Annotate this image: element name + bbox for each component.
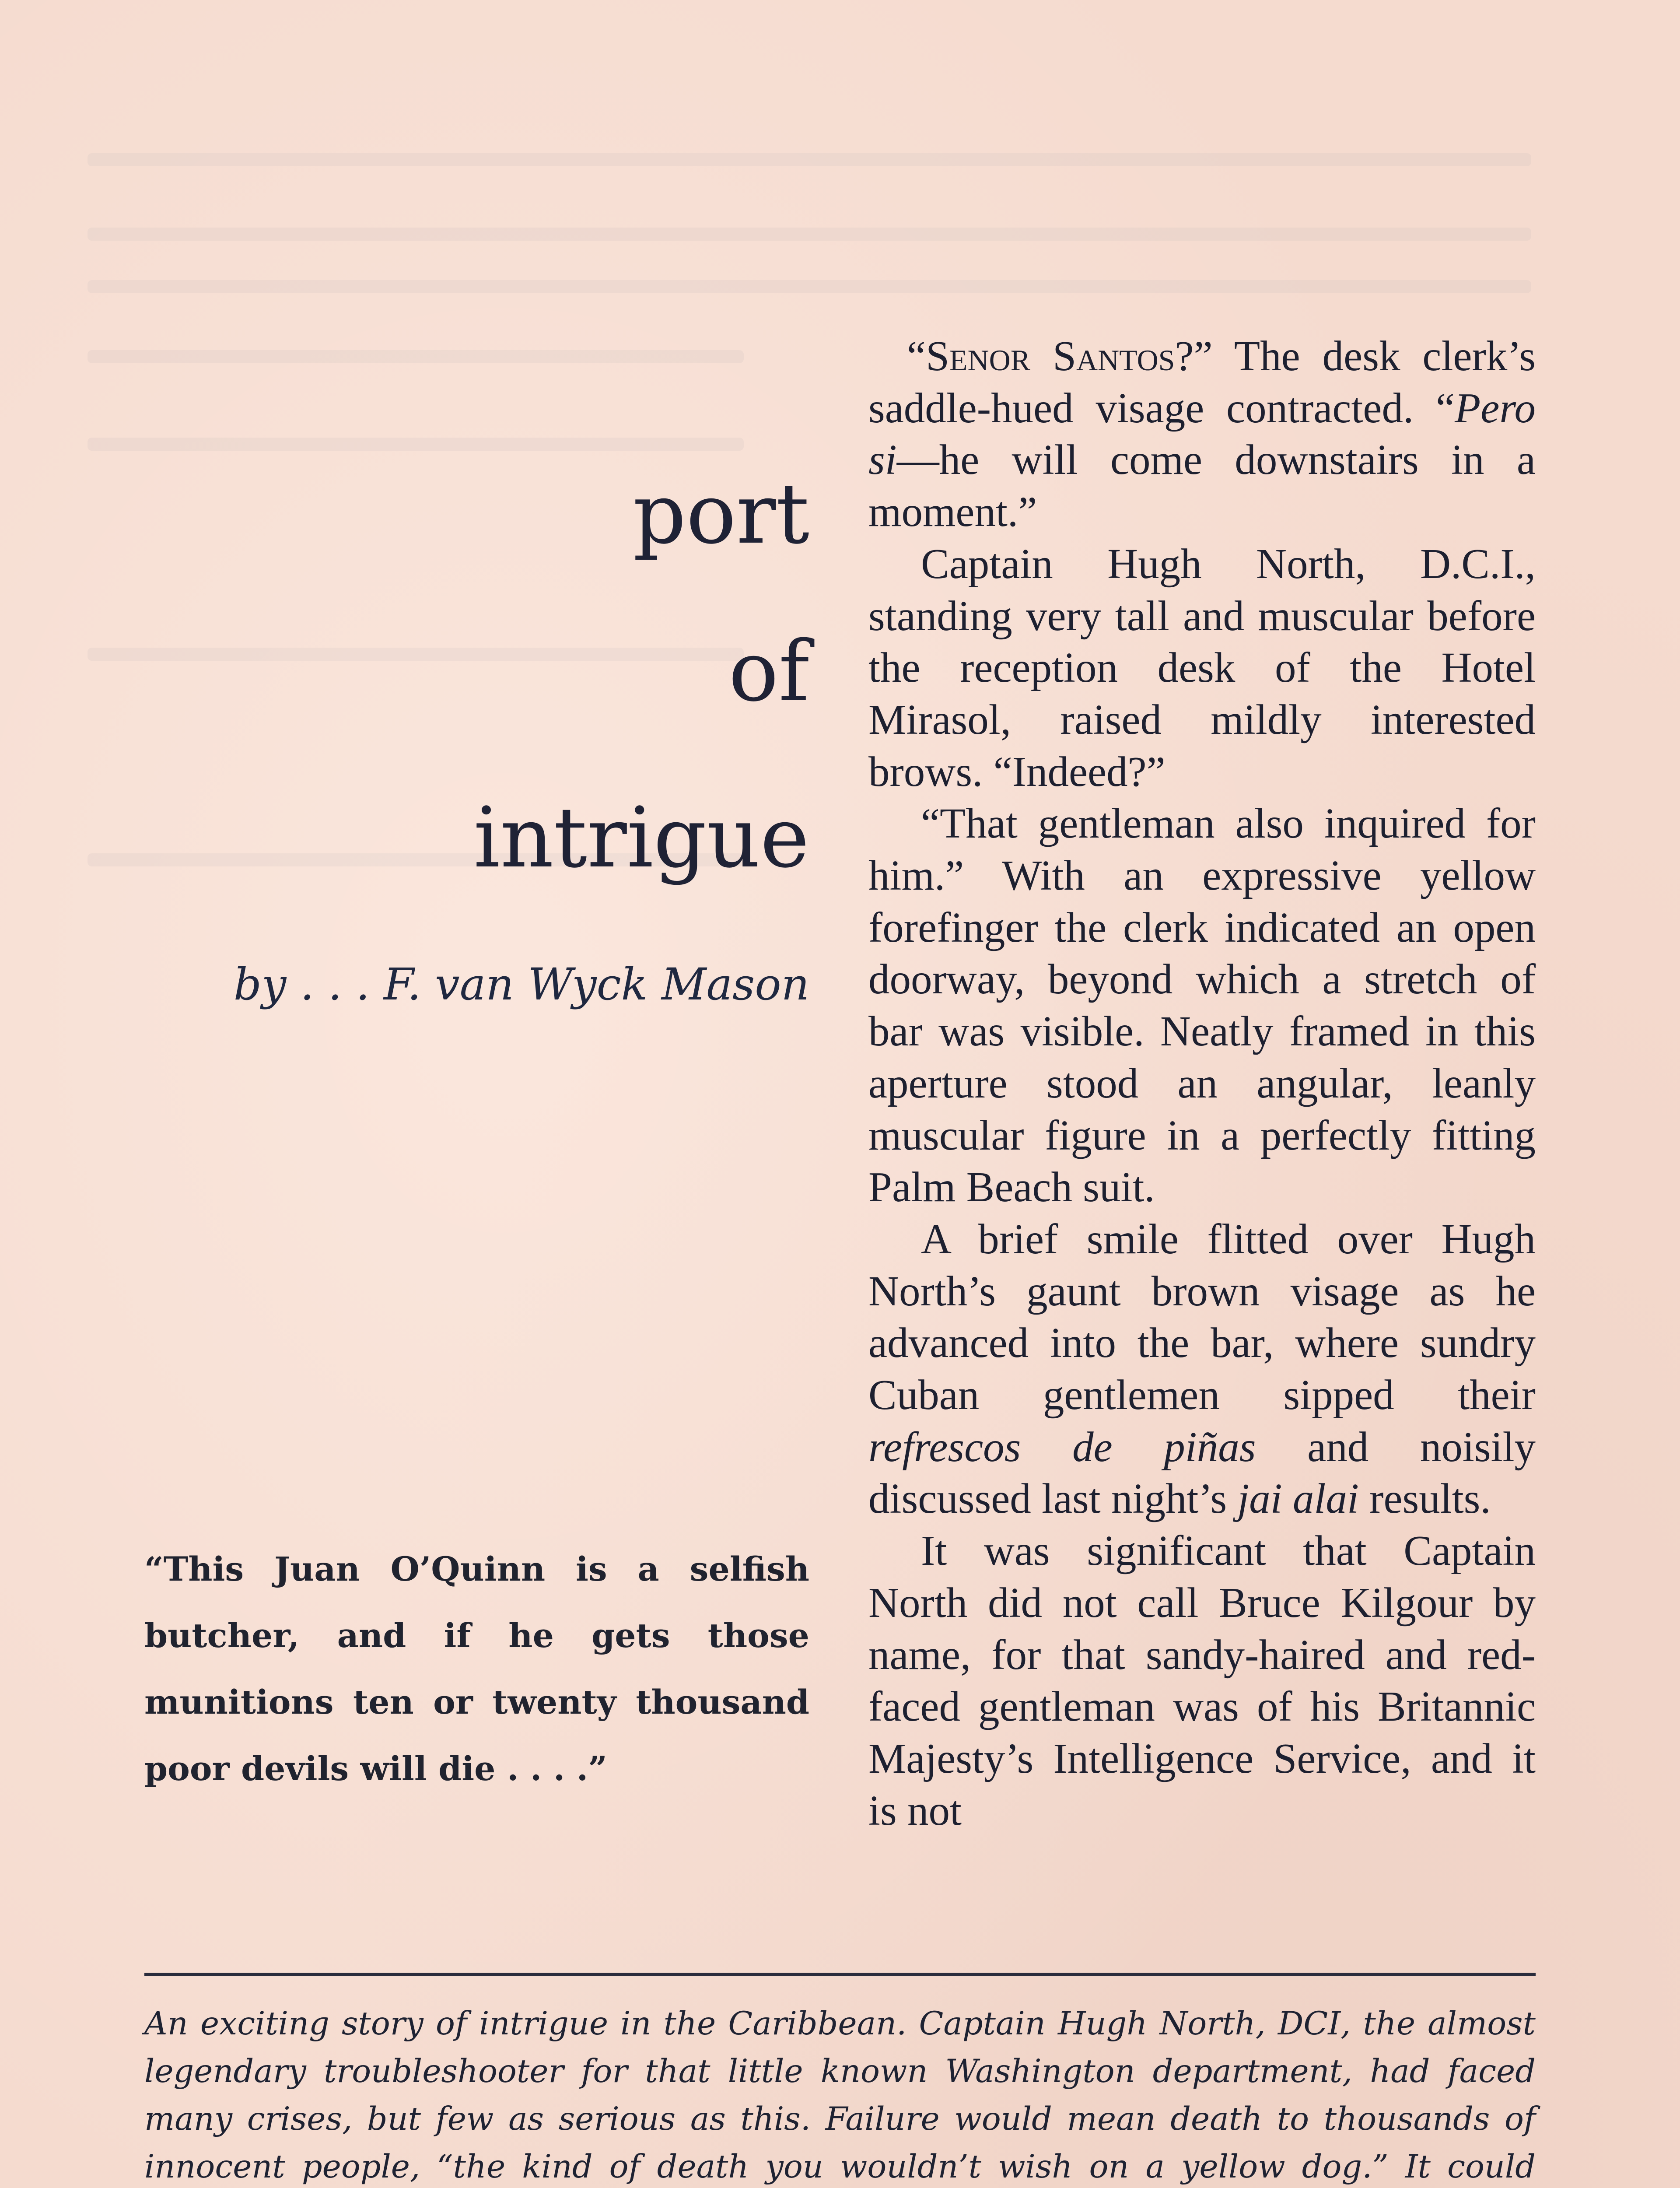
story-paragraph: “Senor Santos?” The desk clerk’s saddle-hued visage contracted. “Pero si—he will come downstairs in a moment.” bbox=[868, 333, 1536, 536]
story-paragraph: A brief smile flitted over Hugh North’s gaunt brown visage as he advanced into the bar, where sundry Cuban gentlemen sipped their refrescos de piñas and noisily discussed last night’s jai alai results. bbox=[868, 1215, 1536, 1522]
bleed-through-line bbox=[88, 648, 744, 661]
bleed-through-line bbox=[88, 350, 744, 363]
bleed-through-line bbox=[88, 228, 1531, 241]
title-word-of: of bbox=[728, 623, 809, 720]
story-paragraph: It was significant that Captain North did not call Bruce Kilgour by name, for that sandy-haired and red-faced gentleman was of his Britannic Majesty’s Intelligence Service, and it is not bbox=[868, 1527, 1536, 1834]
author-byline: by . . . F. van Wyck Mason bbox=[233, 959, 809, 1010]
bleed-through-line bbox=[88, 153, 1531, 166]
bleed-through-line bbox=[88, 438, 744, 451]
title-word-intrigue: intrigue bbox=[473, 789, 809, 886]
pull-quote: “This Juan O’Quinn is a selfish butcher, and if he gets those munitions ten or twenty thousand poor devils will die . . . .” bbox=[144, 1550, 809, 1788]
divider-rule-top bbox=[144, 1973, 1536, 1976]
story-paragraph: Captain Hugh North, D.C.I., standing very tall and muscular before the reception desk of the Hotel Mirasol, raised mildly interested brows. “Indeed?” bbox=[868, 540, 1536, 795]
story-synopsis: An exciting story of intrigue in the Caribbean. Captain Hugh North, DCI, the almost legendary troubleshooter for that little known Washington department, had faced many crises, but few as serious as this. Failure would mean death to thousands of innocent people, “the kind of death you wouldn’t wish on a yellow dog.” It could bbox=[144, 2005, 1536, 2185]
speaker-name: Senor Santos? bbox=[926, 333, 1194, 379]
title-word-port: port bbox=[633, 466, 809, 562]
story-paragraph: “That gentleman also inquired for him.” With an expressive yellow forefinger the clerk indicated an open doorway, beyond which a stretch of bar was visible. Neatly framed in this aperture stood an angular, leanly muscular figure in a perfectly fitting Palm Beach suit. bbox=[868, 800, 1536, 1211]
bleed-through-line bbox=[88, 280, 1531, 293]
story-body bbox=[868, 330, 1536, 1837]
